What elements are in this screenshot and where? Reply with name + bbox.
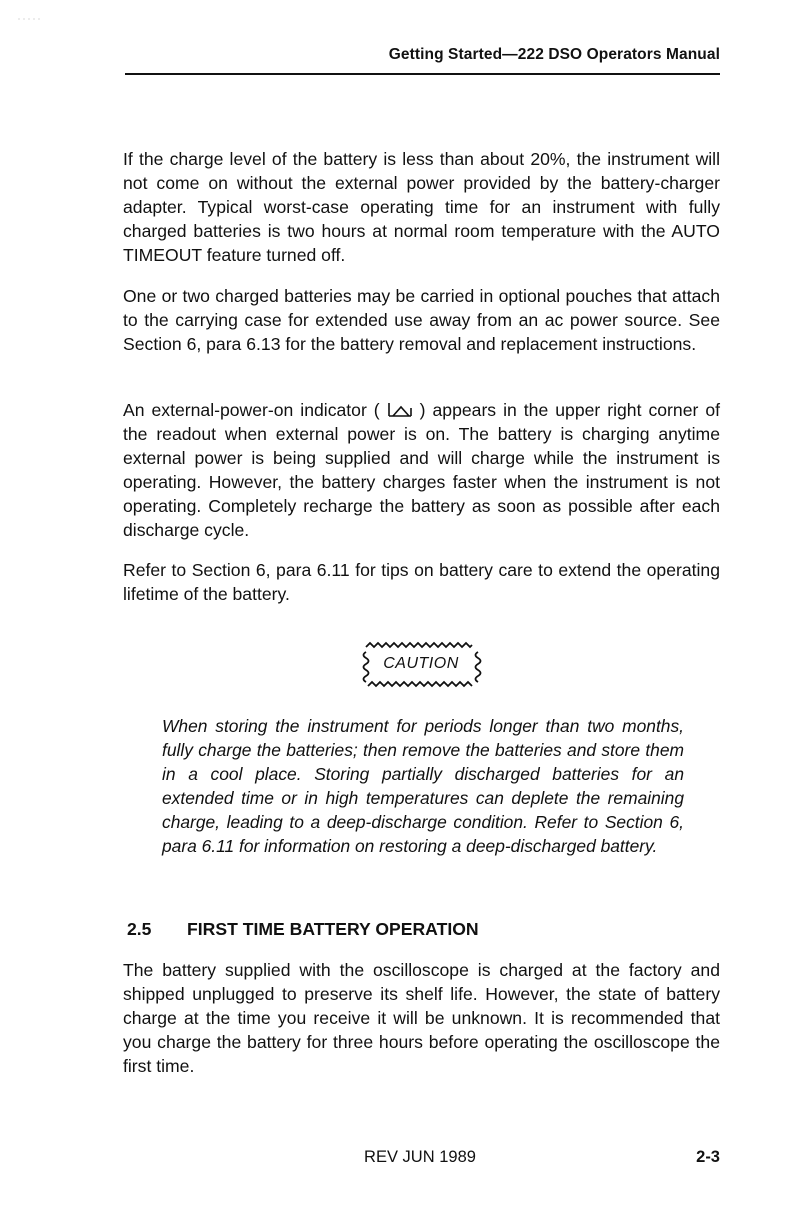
scan-artifact-mark xyxy=(18,16,42,22)
paragraph-external-power-rest: ) appears in the upper right corner of the readout when external power is on. The battery is charging anytime external power is being supplied and will charge while the instrument is operating. However, the battery charges faster when the instrument is not operating. Completely recharge the battery as soon as possible after each discharge cycle. xyxy=(123,400,721,540)
footer-revision: REV JUN 1989 xyxy=(364,1148,476,1166)
paragraph-spare-batteries: One or two charged batteries may be carried in optional pouches that attach to the carrying case for extended use away from an ac power source. See Section 6, para 6.13 for the battery removal and replacement instructions. xyxy=(123,286,720,354)
paragraph-battery-care: Refer to Section 6, para 6.11 for tips on battery care to extend the operating lifetime of the battery. xyxy=(123,560,720,604)
caution-label: CAUTION xyxy=(383,655,459,672)
paragraph-charge-level: If the charge level of the battery is less than about 20%, the instrument will not come on without the external power provided by the battery-charger adapter. Typical worst-case operating time for an instrument with fully charged batteries is two hours at normal room temperature with the AUTO TIMEOUT feature turned off. xyxy=(123,149,720,265)
paragraph-external-power-start: An external-power-on indicator ( xyxy=(123,400,380,420)
running-header: Getting Started—222 DSO Operators Manual xyxy=(388,46,720,63)
paragraph-first-time-operation: The battery supplied with the oscilloscope is charged at the factory and shipped unplugged to preserve its shelf life. However, the state of battery charge at the time you receive it will be unknown. It is recommended that you charge the battery for three hours before operating the oscilloscope the first time. xyxy=(123,960,720,1076)
external-power-indicator-icon xyxy=(387,402,413,418)
page-number: 2-3 xyxy=(696,1148,720,1166)
caution-badge xyxy=(356,640,486,692)
caution-text: When storing the instrument for periods longer than two months, fully charge the batteries; then remove the batteries and store them in a cool place. Storing partially discharged batteries for an extended time or in high temperatures can deplete the remaining charge, leading to a deep-discharge condition. Refer to Section 6, para 6.11 for information on restoring a deep-discharged battery. xyxy=(162,716,684,856)
section-number: 2.5 xyxy=(127,919,152,939)
section-heading xyxy=(127,919,720,940)
header-rule xyxy=(125,73,720,75)
section-title: FIRST TIME BATTERY OPERATION xyxy=(187,919,479,939)
paragraph-external-power xyxy=(123,398,720,542)
